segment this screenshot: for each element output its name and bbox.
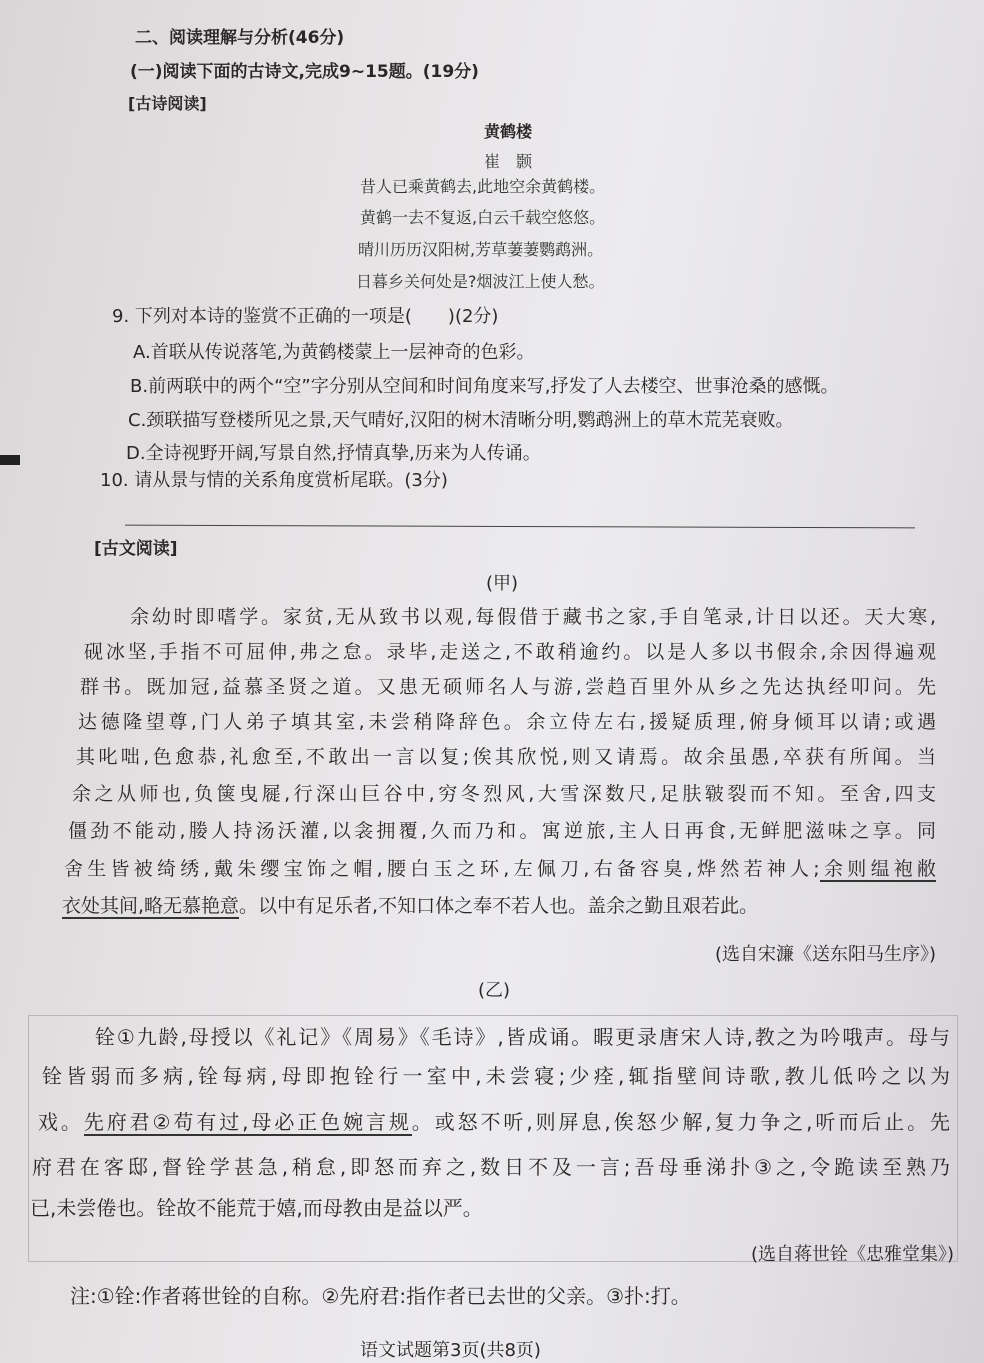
option-b: B.前两联中的两个“空”字分别从空间和时间角度来写,抒发了人去楼空、世事沧桑的感慨。 [130,376,839,397]
option-d: D.全诗视野开阔,写景自然,抒情真挚,历来为人传诵。 [126,443,541,464]
annotation-note: 注:①铨:作者蒋世铨的自称。②先府君:指作者已去世的父亲。③扑:打。 [70,1284,691,1308]
text-segment: 铨①九龄,母授以《礼记》《周易》《毛诗》,皆成诵。暇更录唐宋人诗,教之为吟哦声。母与 [95,1025,950,1049]
yi-box [28,1015,958,1262]
text-segment: 达德隆望尊,门人弟子填其室,未尝稍降辞色。余立侍左右,援疑质理,俯身倾耳以请;或遇 [78,711,936,733]
yi-source: (选自蒋世铨《忠雅堂集》) [750,1244,954,1265]
jia-source: (选自宋濂《送东阳马生序》) [714,944,936,965]
jia-line [72,783,936,806]
answer-line [125,525,915,529]
underlined-text: 衣处其间,略无慕艳意 [62,895,240,917]
margin-mark [0,455,20,465]
poem-label: [古诗阅读] [128,94,207,113]
text-segment: 府君在客邸,督铨学甚急,稍怠,即怒而弃之,数日不及一言;吾母垂涕扑③之,令跪读至熟乃 [32,1155,950,1179]
jia-line [64,858,936,881]
yi-line [32,1155,950,1179]
question-9: 9. 下列对本诗的鉴赏不正确的一项是( )(2分) [112,306,499,327]
option-c: C.颈联描写登楼所见之景,天气晴好,汉阳的树木清晰分明,鹦鹉洲上的草木荒芜衰败。 [128,410,794,431]
jia-line [76,746,936,769]
prose-label: [古文阅读] [94,539,178,559]
text-segment: 已,未尝倦也。铨故不能荒于嬉,而母教由是益以严。 [30,1196,483,1220]
poem-line: 黄鹤一去不复返,白云千载空悠悠。 [360,208,606,227]
text-segment: 。以中有足乐者,不知口体之奉不若人也。盖余之勤且艰若此。 [239,895,759,917]
text-segment: 。或怒不听,则屏息,俟怒少解,复力争之,听而后止。先 [411,1110,950,1134]
option-a: A.首联从传说落笔,为黄鹤楼蒙上一层神奇的色彩。 [133,342,535,363]
text-segment: 砚冰坚,手指不可屈伸,弗之怠。录毕,走送之,不敢稍逾约。以是人多以书假余,余因得遍观 [84,641,936,663]
text-segment: 余幼时即嗜学。家贫,无从致书以观,每假借于藏书之家,手自笔录,计日以还。天大寒, [130,606,936,628]
jia-line [68,820,936,843]
underlined-text: 先府君②苟有过,母必正色婉言规 [83,1110,412,1134]
question-10: 10. 请从景与情的关系角度赏析尾联。(3分) [100,470,448,491]
page-footer: 语文试题第3页(共8页) [360,1340,541,1361]
jia-line [80,676,936,699]
part-title: (一)阅读下面的古诗文,完成9~15题。(19分) [130,62,479,82]
poem-title: 黄鹤楼 [484,122,533,141]
yi-line [95,1025,950,1049]
text-segment: 余之从师也,负箧曳屣,行深山巨谷中,穷冬烈风,大雪深数尺,足肤皲裂而不知。至舍,四支 [72,783,936,805]
yi-line [38,1110,950,1134]
yi-line [30,1196,483,1220]
yi-heading: (乙) [478,980,511,1001]
section-title: 二、阅读理解与分析(46分) [135,28,345,48]
jia-line [130,606,936,629]
underlined-text: 余则缊袍敝 [819,858,936,880]
jia-heading: (甲) [486,573,519,594]
poem-line: 晴川历历汉阳树,芳草萋萋鹦鹉洲。 [358,240,604,259]
poem-line: 昔人已乘黄鹤去,此地空余黄鹤楼。 [360,177,606,196]
text-segment: 群书。既加冠,益慕圣贤之道。又患无硕师名人与游,尝趋百里外从乡之先达执经叩问。先 [80,676,936,698]
jia-line [78,711,936,734]
jia-line [84,641,936,664]
jia-line [62,895,758,918]
text-segment: 铨皆弱而多病,铨每病,母即抱铨行一室中,未尝寝;少痊,辄指壁间诗歌,教儿低吟之以为 [42,1064,950,1088]
poem-line: 日暮乡关何处是?烟波江上使人愁。 [356,272,605,291]
text-segment: 戏。 [38,1110,84,1134]
yi-line [42,1064,950,1088]
text-segment: 其叱咄,色愈恭,礼愈至,不敢出一言以复;俟其欣悦,则又请焉。故余虽愚,卒获有所闻。当 [76,746,936,768]
text-segment: 僵劲不能动,媵人持汤沃灌,以衾拥覆,久而乃和。寓逆旅,主人日再食,无鲜肥滋味之享。同 [68,820,936,842]
poem-author: 崔 颢 [484,152,533,171]
text-segment: 舍生皆被绮绣,戴朱缨宝饰之帽,腰白玉之环,左佩刀,右备容臭,烨然若神人; [64,858,820,880]
